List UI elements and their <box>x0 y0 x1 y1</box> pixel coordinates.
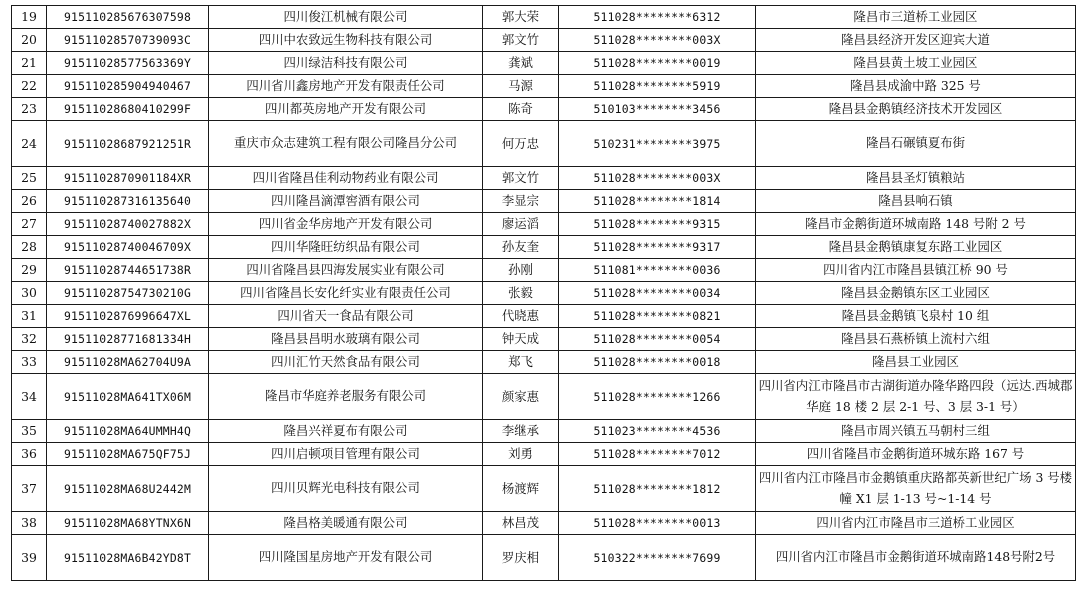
cell-company-name: 隆昌县昌明水玻璃有限公司 <box>209 328 483 351</box>
cell-address: 隆昌石碾镇夏布街 <box>756 121 1076 167</box>
cell-index: 26 <box>12 190 47 213</box>
enterprise-table <box>11 5 1076 581</box>
cell-credit-code: 91511028MA6B42YD8T <box>47 535 209 581</box>
cell-id-number: 511028********9315 <box>559 213 756 236</box>
cell-index: 21 <box>12 52 47 75</box>
cell-id-number: 511081********0036 <box>559 259 756 282</box>
table-row <box>12 420 1076 443</box>
cell-representative: 张毅 <box>483 282 559 305</box>
table-row <box>12 190 1076 213</box>
table-row <box>12 259 1076 282</box>
table-row <box>12 351 1076 374</box>
cell-credit-code: 91511028577563369Y <box>47 52 209 75</box>
cell-credit-code: 91511028MA62704U9A <box>47 351 209 374</box>
cell-index: 37 <box>12 466 47 512</box>
cell-credit-code: 915110285676307598 <box>47 6 209 29</box>
cell-id-number: 511028********7012 <box>559 443 756 466</box>
cell-address: 隆昌县石燕桥镇上流村六组 <box>756 328 1076 351</box>
cell-address: 隆昌县经济开发区迎宾大道 <box>756 29 1076 52</box>
cell-index: 32 <box>12 328 47 351</box>
cell-credit-code: 91511028771681334H <box>47 328 209 351</box>
table-row <box>12 121 1076 167</box>
cell-credit-code: 91511028754730210G <box>47 282 209 305</box>
cell-address: 隆昌县金鹅镇飞泉村 10 组 <box>756 305 1076 328</box>
cell-company-name: 四川绿洁科技有限公司 <box>209 52 483 75</box>
cell-address: 四川省内江市隆昌市金鹅镇重庆路都英新世纪广场 3 号楼幢 X1 层 1-13 号~1-14 号 <box>756 466 1076 512</box>
cell-credit-code: 91511028MA675QF75J <box>47 443 209 466</box>
cell-index: 34 <box>12 374 47 420</box>
cell-company-name: 四川汇竹天然食品有限公司 <box>209 351 483 374</box>
cell-representative: 何万忠 <box>483 121 559 167</box>
table-row <box>12 282 1076 305</box>
table-row <box>12 328 1076 351</box>
cell-id-number: 511028********1266 <box>559 374 756 420</box>
cell-id-number: 511028********1814 <box>559 190 756 213</box>
cell-id-number: 510322********7699 <box>559 535 756 581</box>
cell-representative: 罗庆相 <box>483 535 559 581</box>
cell-id-number: 511028********6312 <box>559 6 756 29</box>
cell-credit-code: 91511028687921251R <box>47 121 209 167</box>
cell-address: 隆昌市金鹅街道环城南路 148 号附 2 号 <box>756 213 1076 236</box>
cell-credit-code: 91511028680410299F <box>47 98 209 121</box>
cell-address: 隆昌市三道桥工业园区 <box>756 6 1076 29</box>
cell-index: 23 <box>12 98 47 121</box>
cell-representative: 刘勇 <box>483 443 559 466</box>
cell-company-name: 四川都英房地产开发有限公司 <box>209 98 483 121</box>
cell-index: 28 <box>12 236 47 259</box>
cell-representative: 郑飞 <box>483 351 559 374</box>
cell-credit-code: 91511028MA64UMMH4Q <box>47 420 209 443</box>
cell-representative: 马源 <box>483 75 559 98</box>
cell-credit-code: 91511028MA68U2442M <box>47 466 209 512</box>
cell-id-number: 511028********0054 <box>559 328 756 351</box>
cell-address: 隆昌县工业园区 <box>756 351 1076 374</box>
cell-address: 四川省内江市隆昌市古湖街道办隆华路四段（远达.西城郡华庭 18 楼 2 层 2-1 号、3 层 3-1 号） <box>756 374 1076 420</box>
cell-id-number: 511028********003X <box>559 29 756 52</box>
table-row <box>12 443 1076 466</box>
cell-credit-code: 9151102870901184XR <box>47 167 209 190</box>
cell-company-name: 四川省川鑫房地产开发有限责任公司 <box>209 75 483 98</box>
cell-index: 39 <box>12 535 47 581</box>
cell-representative: 龚斌 <box>483 52 559 75</box>
cell-credit-code: 915110285904940467 <box>47 75 209 98</box>
table-row <box>12 29 1076 52</box>
cell-representative: 李继承 <box>483 420 559 443</box>
cell-company-name: 四川省金华房地产开发有限公司 <box>209 213 483 236</box>
cell-company-name: 隆昌兴祥夏布有限公司 <box>209 420 483 443</box>
cell-id-number: 511028********0018 <box>559 351 756 374</box>
cell-address: 隆昌县黄土坡工业园区 <box>756 52 1076 75</box>
cell-company-name: 四川省隆昌县四海发展实业有限公司 <box>209 259 483 282</box>
cell-index: 35 <box>12 420 47 443</box>
cell-address: 隆昌市周兴镇五马朝村三组 <box>756 420 1076 443</box>
cell-address: 隆昌县金鹅镇经济技术开发园区 <box>756 98 1076 121</box>
cell-index: 38 <box>12 512 47 535</box>
cell-id-number: 511028********0019 <box>559 52 756 75</box>
cell-company-name: 隆昌格美暖通有限公司 <box>209 512 483 535</box>
cell-company-name: 四川省天一食品有限公司 <box>209 305 483 328</box>
cell-representative: 代晓惠 <box>483 305 559 328</box>
cell-credit-code: 91511028740046709X <box>47 236 209 259</box>
cell-company-name: 四川启顿项目管理有限公司 <box>209 443 483 466</box>
cell-index: 33 <box>12 351 47 374</box>
cell-credit-code: 91511028MA68YTNX6N <box>47 512 209 535</box>
cell-company-name: 四川隆昌滴潭窖酒有限公司 <box>209 190 483 213</box>
cell-address: 四川省内江市隆昌市金鹅街道环城南路148号附2号 <box>756 535 1076 581</box>
cell-id-number: 511023********4536 <box>559 420 756 443</box>
cell-id-number: 510103********3456 <box>559 98 756 121</box>
cell-id-number: 510231********3975 <box>559 121 756 167</box>
table-row <box>12 535 1076 581</box>
cell-representative: 李显宗 <box>483 190 559 213</box>
cell-company-name: 四川中农致远生物科技有限公司 <box>209 29 483 52</box>
cell-representative: 林昌茂 <box>483 512 559 535</box>
cell-index: 29 <box>12 259 47 282</box>
table-row <box>12 6 1076 29</box>
table-row <box>12 236 1076 259</box>
cell-credit-code: 91511028570739093C <box>47 29 209 52</box>
cell-id-number: 511028********1812 <box>559 466 756 512</box>
table-body <box>12 6 1076 581</box>
cell-address: 隆昌县金鹅镇东区工业园区 <box>756 282 1076 305</box>
cell-index: 30 <box>12 282 47 305</box>
table-row <box>12 98 1076 121</box>
table-row <box>12 75 1076 98</box>
table-row <box>12 213 1076 236</box>
cell-company-name: 四川贝辉光电科技有限公司 <box>209 466 483 512</box>
cell-representative: 陈奇 <box>483 98 559 121</box>
table-row <box>12 512 1076 535</box>
cell-representative: 郭文竹 <box>483 29 559 52</box>
cell-representative: 颜家惠 <box>483 374 559 420</box>
table-row <box>12 466 1076 512</box>
cell-address: 四川省内江市隆昌市三道桥工业园区 <box>756 512 1076 535</box>
table-row <box>12 167 1076 190</box>
cell-credit-code: 91511028744651738R <box>47 259 209 282</box>
cell-address: 四川省内江市隆昌县镇江桥 90 号 <box>756 259 1076 282</box>
cell-company-name: 重庆市众志建筑工程有限公司隆昌分公司 <box>209 121 483 167</box>
cell-id-number: 511028********0821 <box>559 305 756 328</box>
cell-company-name: 隆昌市华庭养老服务有限公司 <box>209 374 483 420</box>
cell-address: 四川省隆昌市金鹅街道环城东路 167 号 <box>756 443 1076 466</box>
cell-index: 22 <box>12 75 47 98</box>
cell-index: 19 <box>12 6 47 29</box>
cell-address: 隆昌县圣灯镇粮站 <box>756 167 1076 190</box>
cell-address: 隆昌县响石镇 <box>756 190 1076 213</box>
cell-representative: 郭文竹 <box>483 167 559 190</box>
cell-address: 隆昌县金鹅镇康复东路工业园区 <box>756 236 1076 259</box>
cell-representative: 廖运滔 <box>483 213 559 236</box>
cell-credit-code: 91511028740027882X <box>47 213 209 236</box>
cell-representative: 郭大荣 <box>483 6 559 29</box>
cell-id-number: 511028********0013 <box>559 512 756 535</box>
cell-id-number: 511028********9317 <box>559 236 756 259</box>
cell-id-number: 511028********0034 <box>559 282 756 305</box>
cell-id-number: 511028********003X <box>559 167 756 190</box>
cell-credit-code: 9151102876996647XL <box>47 305 209 328</box>
table-row <box>12 374 1076 420</box>
cell-index: 36 <box>12 443 47 466</box>
cell-index: 24 <box>12 121 47 167</box>
cell-index: 31 <box>12 305 47 328</box>
cell-company-name: 四川隆国星房地产开发有限公司 <box>209 535 483 581</box>
cell-company-name: 四川省隆昌长安化纤实业有限责任公司 <box>209 282 483 305</box>
cell-representative: 杨渡辉 <box>483 466 559 512</box>
cell-index: 27 <box>12 213 47 236</box>
cell-credit-code: 915110287316135640 <box>47 190 209 213</box>
cell-address: 隆昌县成渝中路 325 号 <box>756 75 1076 98</box>
cell-credit-code: 91511028MA641TX06M <box>47 374 209 420</box>
table-row <box>12 305 1076 328</box>
cell-id-number: 511028********5919 <box>559 75 756 98</box>
cell-company-name: 四川省隆昌佳利动物药业有限公司 <box>209 167 483 190</box>
cell-company-name: 四川俊江机械有限公司 <box>209 6 483 29</box>
cell-representative: 钟天成 <box>483 328 559 351</box>
cell-representative: 孙刚 <box>483 259 559 282</box>
cell-representative: 孙友奎 <box>483 236 559 259</box>
table-row <box>12 52 1076 75</box>
cell-index: 20 <box>12 29 47 52</box>
cell-company-name: 四川华隆旺纺织品有限公司 <box>209 236 483 259</box>
cell-index: 25 <box>12 167 47 190</box>
